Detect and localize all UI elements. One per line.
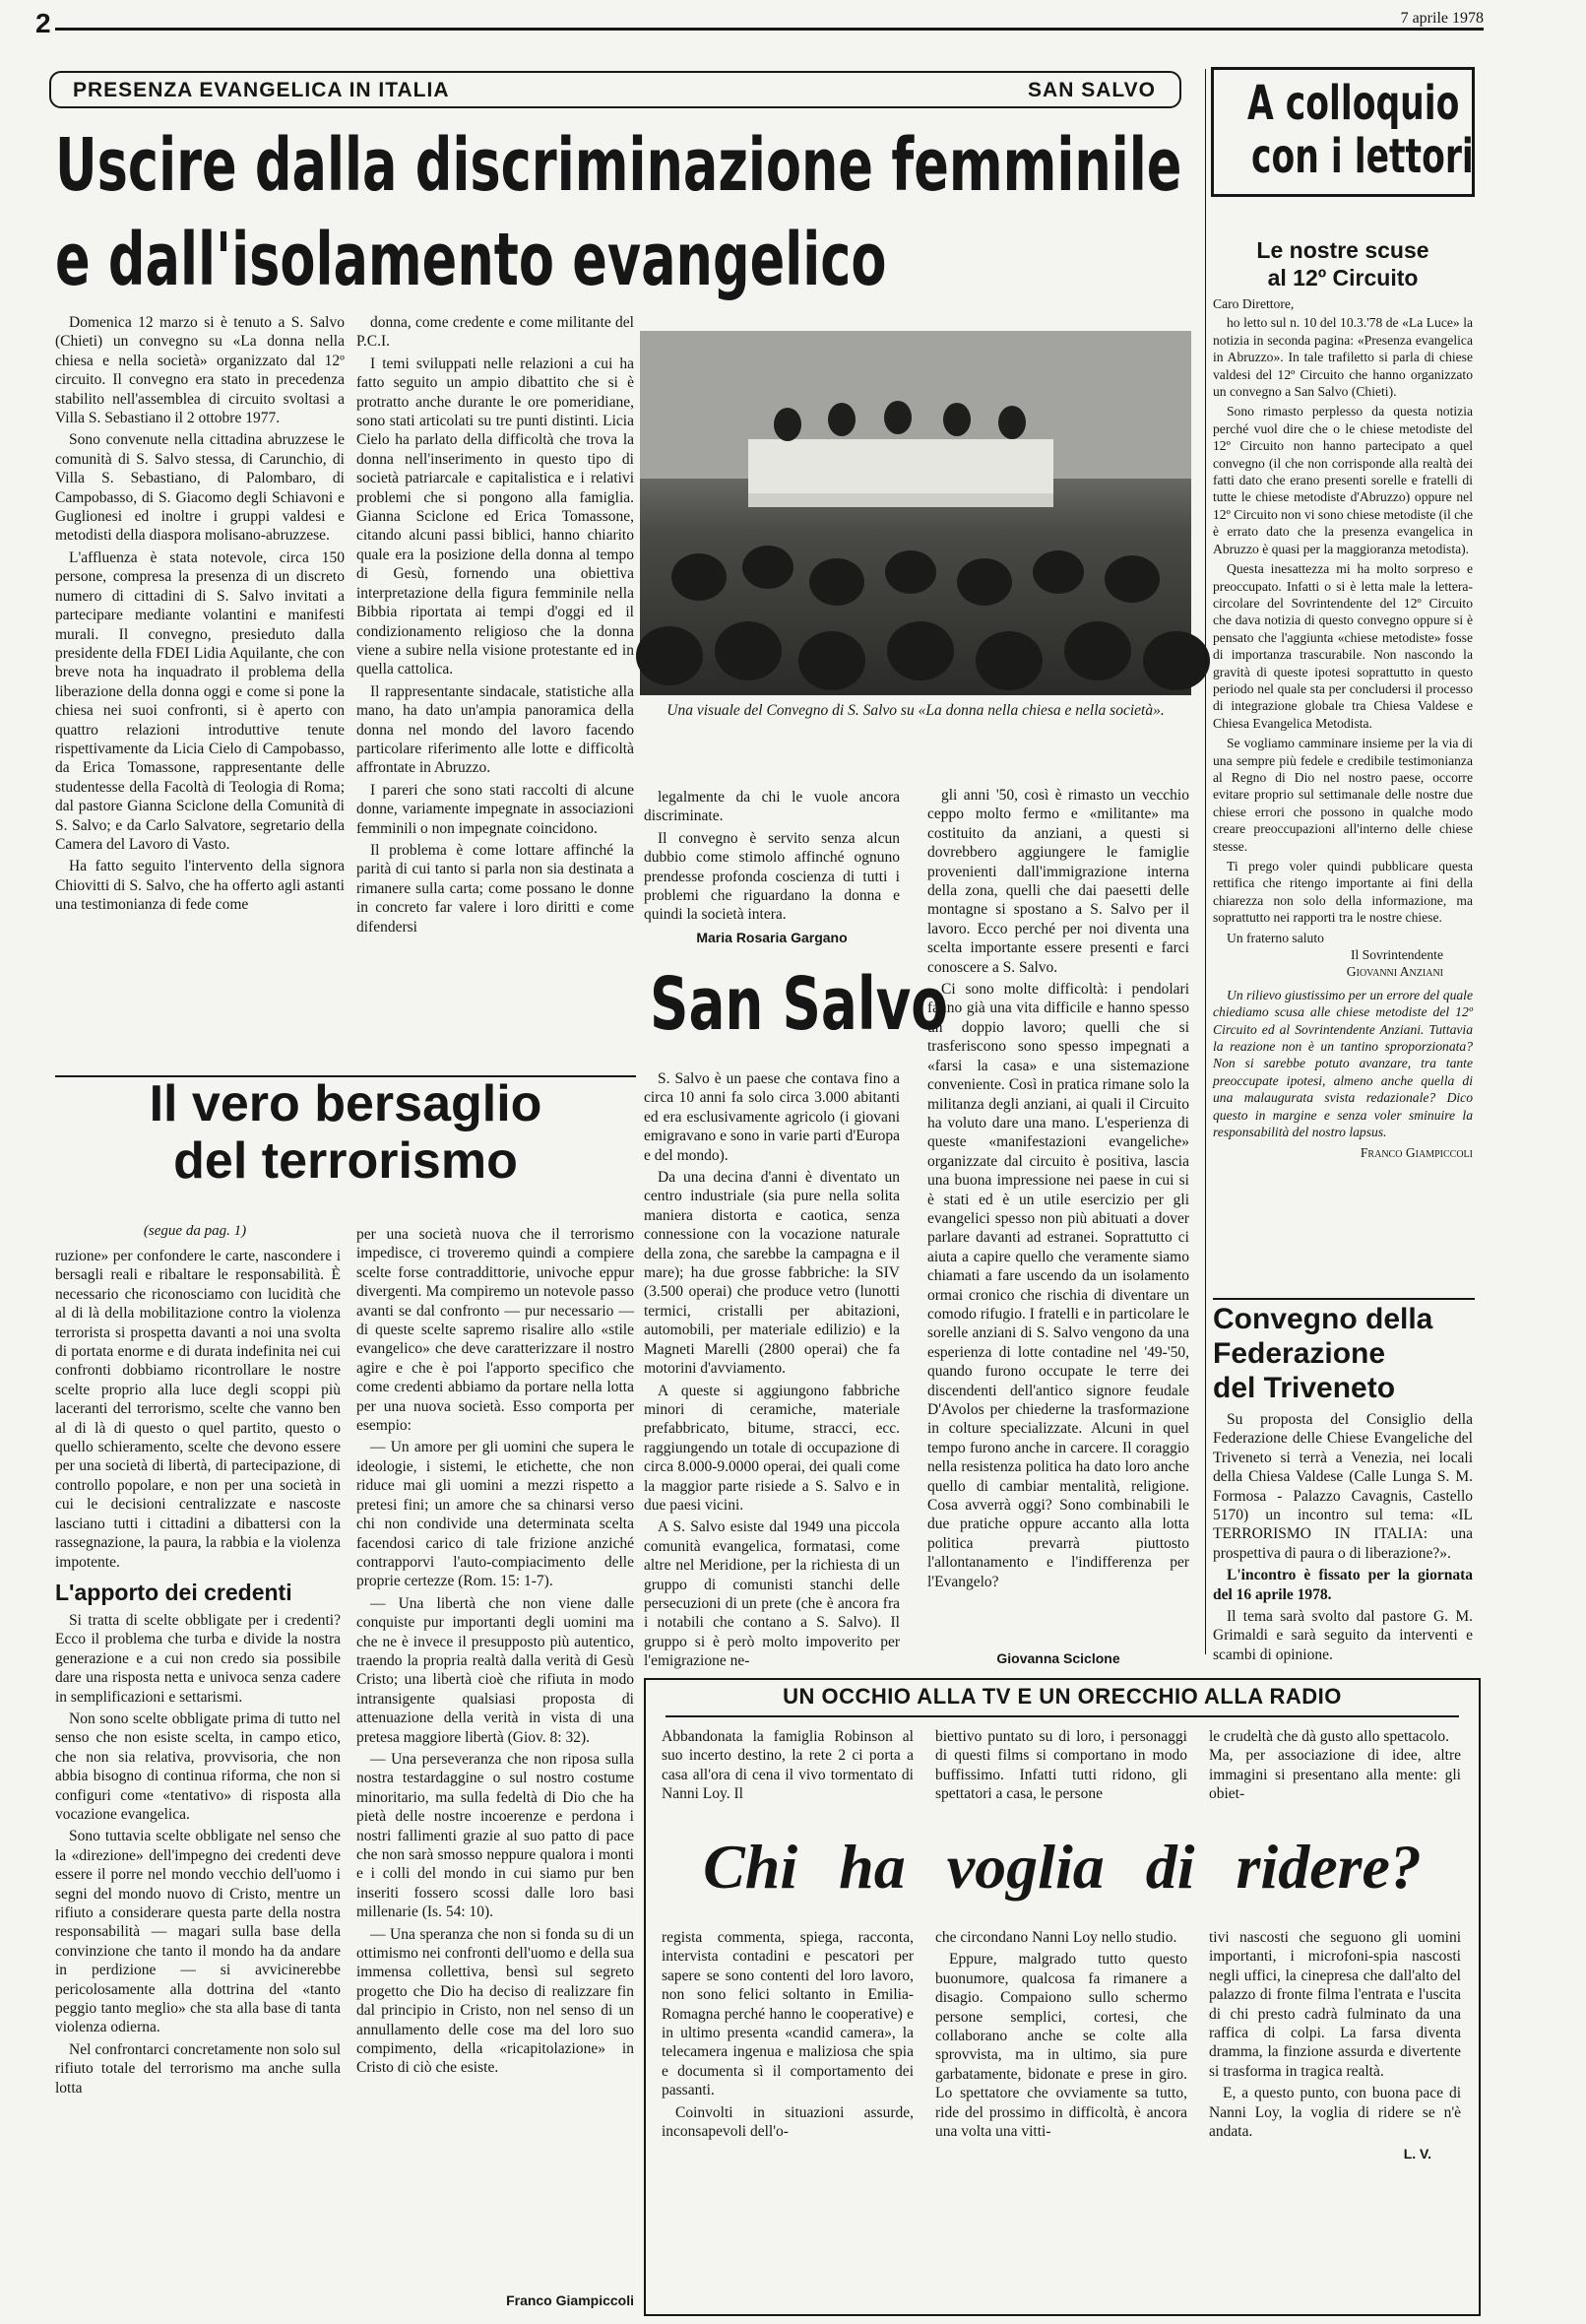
tv-top-col3: le crudeltà che dà gusto allo spettacolo. Ma, per associazione di idee, altre immagini si presentano alla mente: gli obiet- [1209, 1728, 1461, 1803]
terrorism-col1: ruzione» per confondere le carte, nascondere i bersagli reali e ribaltare le responsabilità. È necessario che riconosciamo con lucidità che al di là della mobilitazione contro la violenza terrorista si prospetta davanti a noi una svolta di portata enorme e di durata indefinita nei cui confronti dobbiamo ricontrollare le nostre scelte proprio alla luce degli scoppi più laceranti del terrorismo, scelte che vanno ben al di là di questo o quel partito, questo o quello schieramento, scelte che devono essere per una società di libertà, di partecipazione, di controllo popolare, e non per una società in cui le decisioni centralizzate e nascoste lasciano tutti i cittadini a dibattersi con la rassegnazione, la paura, la rabbia e la violenza impotente. L'apporto dei credenti Si tratta di scelte obbligate per i credenti? Ecco il problema che turba e divide la nostra generazione e a cui non credo sia possibile dare una risposta netta e univoca senza cadere in semplificazioni e settarismi. Non sono scelte obbligate prima di tutto nel senso che non esiste scelta, in campo etico, che non sia relativa, provvisoria, che non abbia bisogno di continua riforma, che non si configuri come «tentativo» di risposta alla vocazione evangelica. Sono tuttavia scelte obbligate nel senso che la «direzione» dell'impegno dei credenti deve essere il porre nel mondo vecchio dell'uomo i segni del mondo nuovo di Cristo, mentre un rifiuto a considerare questa parte della nostra responsabilità — magari sulla base della convinzione che tanto il mondo ha da andare in perdizione — si avvicinerebbe pericolosamente alla dottrina del «tanto peggio tanto meglio» che sta alla base di tanta violenza odierna. Nel confrontarci concretamente non solo sul rifiuto totale del terrorismo ma anche sulla lotta [55, 1248, 341, 2097]
colloquio-title-line1: A colloquio [1247, 76, 1460, 131]
letter-body: Caro Direttore, ho letto sul n. 10 del 10.3.'78 de «La Luce» la notizia in seconda pagina: «Presenza evangelica in Abruzzo». In tale trafiletto si parla di chiese valdesi del 12º Circuito che hanno organizzato un convegno a San Salvo (Chieti). Sono rimasto perplesso da questa notizia perché vuol dire che o le chiese metodiste del 12º Circuito non hanno partecipato a quel convegno (il che non corrisponde alla realtà dei fatti dato che erano presenti sorelle e fratelli di tutte le chiese metodiste d'Abruzzo) oppure nel 12º Circuito non vi sono chiese metodiste (il che è errato dato che la presenza evangelica in Abruzzo è quasi per la maggioranza metodista). Questa inesattezza mi ha molto sorpreso e preoccupato. Infatti o si è letta male la lettera-circolare del Sovrintendente del 12º Circuito che dava notizia di questo convegno oppure si è pensato che l'aggiunta «chiese metodiste» fosse di importanza trascurabile. Non nascondo la gravità di queste ipotesi soprattutto in questo periodo nel quale sta per concludersi il processo di integrazione globale tra Chiesa Valdese e Chiesa Evangelica Metodista. Se vogliamo camminare insieme per la via di una sempre più fedele e credibile testimonianza al Regno di Dio nel nostro paese, occorre evitare proprio sul settimanale delle nostre due chiese errori che possono in qualche modo creare preoccupazioni all'interno delle chiese stesse. Ti prego voler quindi pubblicare questa rettifica che ritengo importante ai fini della chiarezza non solo della informazione, ma soprattutto nei rapporti tra le nostre chiese. Un fraterno saluto Il Sovrintendente Giovanni Anziani Un rilievo giustissimo per un errore del quale chiediamo scusa alle chiese metodiste del 12º Circuito ed al Sovrintendente Anziani. Tuttavia la reazione non è un tantino sproporzionata? Non si sarebbe potuto avanzare, tra tante preoccupate ipotesi, almeno anche quella di una malaugurata svista redazionale? Dico questo in margine e senza voler sminuire la responsabilità del nostro lapsus. Franco Giampiccoli [1213, 296, 1473, 1160]
main-headline-line1: Uscire dalla discriminazione femminile [55, 123, 1182, 208]
header-rule [55, 28, 1484, 31]
colloquio-box [1211, 67, 1475, 197]
letter-closing: Un fraterno saluto [1227, 930, 1324, 945]
sidebar-divider [1205, 69, 1206, 1654]
terrorism-col2: per una società nuova che il terrorismo impedisce, ci troveremo quindi a compiere scelte forse contraddittorie, univoche eppur divergenti. Ma compiremo un notevole passo avanti se dal confronto — pur necessario — di queste scelte sapremo risalire allo «stile evangelico» che deve caratterizzare il nostro agire e che è poi l'apporto specifico che come credenti abbiamo da portare nella lotta per una nuova società. Esso comporta per esempio: — Un amore per gli uomini che supera le ideologie, i sistemi, le etichette, che non riduce mai gli uomini a mezzi rispetto a pretesi fini; un amore che sa chinarsi verso chi non condivide una determinata scelta facendosi carico di tale frizione anziché contrapporvi l'auto-compiacimento delle proprie certezze (Rom. 15: 1-7). — Una libertà che non viene dalle conquiste pur importanti degli uomini ma che ne è invece il presupposto più autentico, traendo la propria realtà dalla verità di Gesù Cristo; una libertà cioè che rifiuta in modo intransigente qualsiasi proposta di attenuazione della verità in vista di una pretesa maggiore libertà (Giov. 8: 32). — Una perseveranza che non riposa sulla nostra testardaggine o sul nostro costume minoritario, ma sulla fedeltà di Dio che ha pietà delle nostre incoerenze e perdona i nostri fallimenti grazie al suo patto di pace che non sarà smosso neppure qualora i monti e i colli del mondo in cui siamo pur ben inseriti fossero scossi dalle loro basi millenarie (Is. 54: 10). — Una speranza che non si fonda su di un ottimismo nei confronti dell'uomo e della sua immensa collettiva, bensì sul segreto progetto che Dio ha deciso di realizzare fin dal principio in Cristo, non nel senso di un annullamento delle cose ma del loro suo compimento, della «ricapitolazione» in Cristo di ciò che esiste. [356, 1226, 634, 2077]
section-label-left: PRESENZA EVANGELICA IN ITALIA [73, 79, 450, 101]
san-salvo-col-a: S. Salvo è un paese che contava fino a circa 10 anni fa solo circa 3.000 abitanti ed era esclusivamente agricolo (i giovani emigravano e sono in varie parti d'Europa e del mondo). Da una decina d'anni è diventato un centro industriale (sia pure nella solita maniera distorta e caotica, senza connessione con la vocazione naturale della zona, che sarebbe la campagna e il mare); ha due grosse fabbriche: la SIV (3.500 operai) che produce vetro (lunotti termici, cristalli per abitazioni, automobili, per materiale edilizio) e la Magneti Marelli (2800 operai) che fa motorini d'avviamento. A queste si aggiungono fabbriche minori di ceramiche, materiale prefabbricato, bitume, stracci, ecc. raggiungendo un totale di occupazione di circa 8.000-9.0000 operai, dei quali come la maggior parte risiede a S. Salvo e in due paesi vicini. A S. Salvo esiste dal 1949 una piccola comunità evangelica, formatasi, come altre nel Meridione, per la richiesta di un gruppo di comunisti stanchi delle persecuzioni di un prete (che è ancora fra i notabili che contano a S. Salvo). Il gruppo si è però molto impoverito per l'emigrazione ne- [644, 1070, 900, 1670]
photo-caption: Una visuale del Convegno di S. Salvo su «La donna nella chiesa e nella società». [666, 702, 1165, 719]
tv-bot-col1: regista commenta, spiega, racconta, intervista contadini e pescatori per sapere se sono contenti del loro lavoro, non sono felici soltanto in Emilia-Romagna perché hanno le cooperative) e in ultimo presenta «candid camera», la telecamera ingenua e maliziosa che spia e documenta sì il comportamento dei passanti. Coinvolti in situazioni assurde, inconsapevoli dell'o- [662, 1929, 914, 2141]
letter-signer-name: Giovanni Anziani [1346, 964, 1443, 980]
terrorism-subhead: L'apporto dei credenti [55, 1579, 292, 1605]
convegno-body: Su proposta del Consiglio della Federazione delle Chiese Evangeliche del Triveneto si terrà a Venezia, nei locali della Chiesa Valdese (Calle Lunga S. M. Formosa - Palazzo Cavagnis, Castello 5170) un incontro sul tema: «IL TERRORISMO IN ITALIA: una prospettiva di paura o di liberazione?». L'incontro è fissato per la giornata del 16 aprile 1978. Il tema sarà svolto dal pastore G. M. Grimaldi e sarà seguito da interventi e scambi di opinione. [1213, 1411, 1473, 1663]
main-article-col1: Domenica 12 marzo si è tenuto a S. Salvo (Chieti) un convegno su «La donna nella chiesa e nella società» organizzato dal 12º circuito. Il convegno era stato in precedenza stabilito nell'assemblea di circuito svoltasi a Villa S. Sebastiano il 2 ottobre 1977. Sono convenute nella cittadina abruzzese le comunità di S. Salvo stessa, di Carunchio, di Villa S. Sebastiano, di Palombaro, di Campobasso, di S. Giacomo degli Schiavoni e Guglionesi ed inoltre i gruppi valdesi e metodisti della diaspora molisano-abruzzese. L'affluenza è stata notevole, circa 150 persone, compresa la presenza di un discreto numero di cittadini di S. Salvo invitati a partecipare mediante volantini e manifesti murali. Il convegno, presieduto dalla presidente della FDEI Lidia Aquilante, che con breve nota ha inquadrato il problema della liberazione della donna oggi e come si pone la chiesa nei suoi confronti, si è aperto con quattro relazioni introduttive tenute rispettivamente da Licia Cielo di Campobasso, da Erica Tomassone, rappresentante delle studentesse della Facoltà di Teologia di Roma; dal pastore Gianna Sciclone della Comunità di S. Salvo; e da Carlo Salvatore, segretario della Camera del Lavoro di Vasto. Ha fatto seguito l'intervento della signora Chiovitti di S. Salvo, che ha offerto agli astanti una testimonianza di fede come [55, 314, 345, 914]
tv-top-col1: Abbandonata la famiglia Robinson al suo incerto destino, la rete 2 ci porta a casa all'ora di cena il vivo tormentato di Nanni Loy. Il [662, 1728, 914, 1803]
letter-salutation: Caro Direttore, [1213, 296, 1295, 311]
main-article-col2: donna, come credente e come militante del P.C.I. I temi sviluppati nelle relazioni a cui ha fatto seguito un ampio dibattito che si è protratto anche durante le ore pomeridiane, sono stati articolati su tre punti distinti. Licia Cielo ha parlato della difficoltà che trova la donna nell'inserimento in questo tipo di società patriarcale e capitalistica e i relativi problemi che si pongono alla famiglia. Gianna Sciclone ed Erica Tomassone, citando alcuni passi biblici, hanno chiarito quale era la posizione della donna al tempo di Gesù, fornendo una obiettiva interpretazione della figura femminile nella Bibbia riportata ai tempi d'oggi ed il condizionamento religioso che la donna viene a subire nella visione protestante ed in quella cattolica. Il rappresentante sindacale, statistiche alla mano, ha dato un'ampia panoramica della donna nel mondo del lavoro facendo particolare riferimento alle lotte e difficoltà affrontate in Abruzzo. I pareri che sono stati raccolti di alcune donne, variamente impegnate in associazioni femminili o non impegnate coincidono. Il problema è come lottare affinché la parità di cui tanto si parla non sia destinata a rimanere sulla carta; come possano le donne in concreto far valere i loro diritti e come difendersi [356, 314, 634, 936]
photo-scene [640, 331, 1191, 695]
san-salvo-headline: San Salvo [650, 962, 948, 1047]
tv-banner-rule [666, 1715, 1459, 1717]
page-date: 7 aprile 1978 [1400, 10, 1484, 27]
tv-bot-col3: tivi nascosti che seguono gli uomini importanti, i microfoni-spia nascosti negli uffici, la cinepresa che dall'alto del palazzo di fronte filma l'entrata e l'uscita di chi presto cadrà fulminato da una raffica di colpi. La farsa diventa dramma, la finzione assurda e divertente si trasforma in tragica realtà. E, a questo punto, con buona pace di Nanni Loy, la voglia di ridere se n'è andata. L. V. [1209, 1928, 1461, 2312]
section-banner [49, 71, 1181, 108]
terrorism-headline: Il vero bersaglio del terrorismo [149, 1075, 542, 1190]
editor-reply-signer: Franco Giampiccoli [1360, 1144, 1473, 1160]
san-salvo-author: Giovanna Sciclone [996, 1650, 1120, 1666]
san-salvo-col-b: gli anni '50, così è rimasto un vecchio ceppo molto fermo e «militante» ma costituito da anziani, a questi si dovrebbero aggiungere le famiglie provenienti dall'immigrazione interna della zona, quelli che dai paesetti delle montagne si spostano a S. Salvo per il lavoro. Ecco perché per noi diventa una scelta importante essere presenti e farci conoscere a S. Salvo. Ci sono molte difficoltà: i pendolari fanno già una vita difficile e hanno spesso un doppio lavoro; quelli che si trasferiscono sono spesso impegnati a «farsi la casa» e una sistemazione conveniente. Così in pratica rimane solo la militanza degli anziani, ai quali il Circuito ha voluto dare una mano. L'esperienza di queste «manifestazioni evangeliche» organizzate dal circuito è positiva, lascia una buona impressione nei paese in cui si è stati ed è un utile esercizio per gli evangelici spesso non più abituati a dover parlare davanti ad estranei. Soprattutto ci aiuta a capire quello che veramente siamo chiamati a fare uscendo da un isolamento ormai cronico che rischia di diventare un comodo rifugio. I fratelli e in particolare le sorelle anziani di S. Salvo vengono da una esperienza di lotte contadine nel '49-'50, quando furono occupate le terre dei discendenti dell'antico signore feudale D'Avolos per chiederne la trasformazione in colture specializzate. Alcuni in quel tempo furono anche in carcere. Il coraggio nella resistenza politica ha dato loro anche quello di cambiar mentalità, religione. Cosa avverrà oggi? Sono combinabili le due pratiche oppure accanto alla lotta politica prevarrà piuttosto l'allontanamento e l'indifferenza per l'Evangelo? [927, 787, 1189, 1590]
terrorism-author: Franco Giampiccoli [506, 2292, 634, 2308]
editor-reply: Un rilievo giustissimo per un errore del quale chiediamo scusa alle chiese metodiste del 12º Circuito ed al Sovrintendente Anziani. Tuttavia la reazione non è un tantino sproporzionata? Non si sarebbe potuto avanzare, tra tante preoccupate ipotesi, almeno anche quella di una malaugurata svista redazionale? Dico questo in margine e senza voler sminuire la responsabilità del nostro lapsus. [1213, 987, 1473, 1140]
colloquio-title-line2: con i lettori [1251, 129, 1474, 184]
tv-box [644, 1678, 1481, 2316]
convegno-rule [1213, 1298, 1475, 1300]
section-label-right: SAN SALVO [1028, 79, 1156, 101]
tv-top-col2: biettivo puntato su di loro, i personaggi di questi films si comportano in modo buffissimo. Infatti tutti ridono, gli spettatori a casa, le persone [935, 1728, 1187, 1803]
tv-bot-col2: che circondano Nanni Loy nello studio. Eppure, malgrado tutto questo buonumore, qualcosa fa rimanere a disagio. Compaiono sullo schermo persone semplici, cortesi, che collaborano anche se colte alla sprovvista, ma in ultimo, sia pure garbatamente, bidonate e prese in giro. Lo spettatore che ovviamente sa tutto, ride del prossimo in difficoltà, è ancora una volta una vitti- [935, 1929, 1187, 2141]
letter-title: Le nostre scuse al 12º Circuito [1256, 237, 1429, 290]
main-headline-line2: e dall'isolamento evangelico [55, 218, 887, 302]
main-article-col3: legalmente da chi le vuole ancora discriminate. Il convegno è servito senza alcun dubbio come stimolo affinché ognuno prendesse profonda coscienza di tutti i problemi che riguardano la donna e quindi la società intera. Maria Rosaria Gargano [644, 788, 900, 936]
convegno-title: Convegno della Federazione del Triveneto [1213, 1303, 1433, 1404]
tv-banner: UN OCCHIO ALLA TV E UN ORECCHIO ALLA RADIO [783, 1684, 1342, 1709]
letter-signer-title: Il Sovrintendente [1350, 947, 1443, 963]
tv-headline: Chi ha voglia di ridere? [703, 1832, 1422, 1902]
page-number: 2 [35, 8, 51, 38]
main-article-author: Maria Rosaria Gargano [696, 929, 848, 945]
convegno-photo [640, 331, 1191, 695]
terrorism-continued: (segue da pag. 1) [143, 1223, 247, 1239]
tv-signer: L. V. [1403, 2146, 1431, 2163]
